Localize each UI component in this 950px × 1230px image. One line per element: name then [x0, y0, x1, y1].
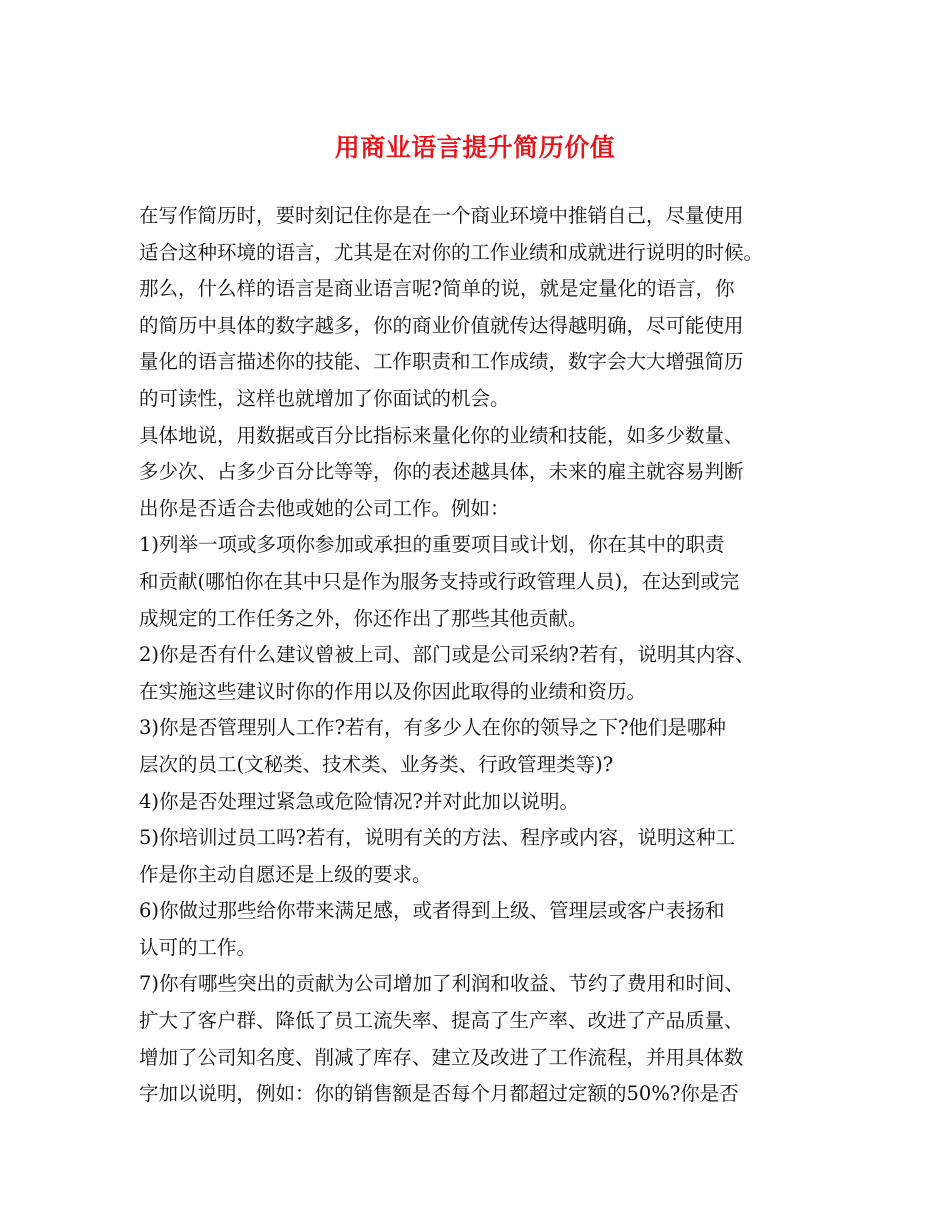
text-line: 3)你是否管理别人工作?若有，有多少人在你的领导之下?他们是哪种 — [139, 716, 726, 740]
text-line: 2)你是否有什么建议曾被上司、部门或是公司采纳?若有，说明其内容、 — [139, 643, 755, 667]
text-line: 作是你主动自愿还是上级的要求。 — [139, 862, 432, 886]
text-line: 5)你培训过员工吗?若有，说明有关的方法、程序或内容，说明这种工 — [139, 826, 735, 850]
text-line: 在写作简历时，要时刻记住你是在一个商业环境中推销自己，尽量使用 — [139, 204, 744, 227]
text-line: 字加以说明，例如：你的销售额是否每个月都超过定额的50%?你是否 — [139, 1082, 739, 1106]
text-line: 成规定的工作任务之外，你还作出了那些其他贡献。 — [139, 606, 588, 630]
text-line: 认可的工作。 — [139, 935, 257, 959]
text-line: 量化的语言描述你的技能、工作职责和工作成绩，数字会大大增强简历 — [139, 350, 744, 374]
text-line: 出你是否适合去他或她的公司工作。例如： — [139, 496, 510, 520]
text-line: 扩大了客户群、降低了员工流失率、提高了生产率、改进了产品质量、 — [139, 1009, 744, 1033]
text-line: 和贡献(哪怕你在其中只是作为服务支持或行政管理人员)，在达到或完 — [139, 569, 740, 593]
text-line: 的简历中具体的数字越多，你的商业价值就传达得越明确，尽可能使用 — [139, 313, 744, 337]
text-line: 4)你是否处理过紧急或危险情况?并对此加以说明。 — [139, 789, 579, 813]
text-line: 层次的员工(文秘类、技术类、业务类、行政管理类等)? — [139, 752, 614, 776]
document-body — [139, 198, 829, 1113]
text-line: 的可读性，这样也就增加了你面试的机会。 — [139, 386, 510, 410]
text-line: 那么，什么样的语言是商业语言呢?简单的说，就是定量化的语言，你 — [139, 277, 735, 301]
text-line: 1)列举一项或多项你参加或承担的重要项目或计划，你在其中的职责 — [139, 533, 725, 557]
text-line: 6)你做过那些给你带来满足感，或者得到上级、管理层或客户表扬和 — [139, 899, 725, 923]
document-title: 用商业语言提升简历价值 — [334, 133, 616, 162]
text-line: 7)你有哪些突出的贡献为公司增加了利润和收益、节约了费用和时间、 — [139, 972, 745, 996]
text-line: 增加了公司知名度、削减了库存、建立及改进了工作流程，并用具体数 — [139, 1045, 744, 1069]
text-line: 在实施这些建议时你的作用以及你因此取得的业绩和资历。 — [139, 679, 647, 703]
text-line: 适合这种环境的语言，尤其是在对你的工作业绩和成就进行说明的时候。 — [139, 240, 764, 264]
text-line: 具体地说，用数据或百分比指标来量化你的业绩和技能，如多少数量、 — [139, 423, 744, 447]
text-line: 多少次、占多少百分比等等，你的表述越具体，未来的雇主就容易判断 — [139, 460, 744, 484]
